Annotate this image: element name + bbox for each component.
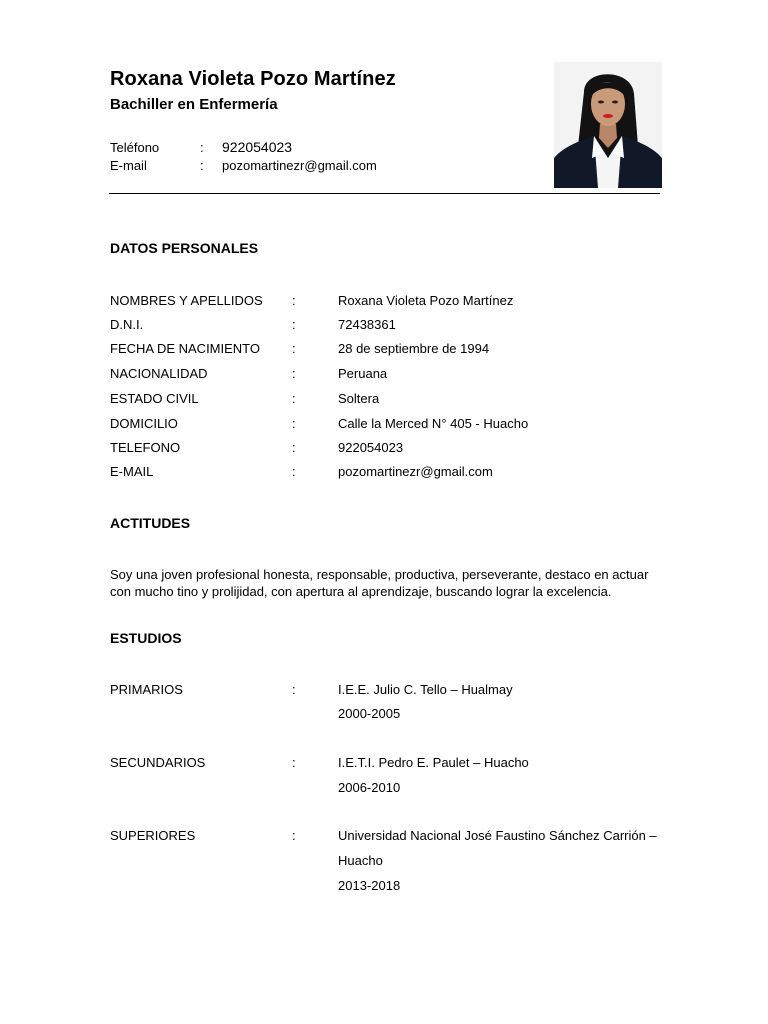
personal-key: DOMICILIO [110,416,178,431]
personal-value: Soltera [338,391,380,406]
profile-photo [554,62,662,188]
contact-email-value: pozomartinezr@gmail.com [222,158,377,173]
personal-value: Roxana Violeta Pozo Martínez [338,293,514,308]
personal-separator: : [292,293,296,308]
section-heading-studies: ESTUDIOS [110,630,182,646]
header-divider [109,193,660,194]
personal-separator: : [292,464,296,479]
personal-separator: : [292,317,296,332]
contact-phone-separator: : [200,140,204,155]
study-separator: : [292,755,296,770]
personal-key: FECHA DE NACIMIENTO [110,341,261,356]
study-institution: I.E.E. Julio C. Tello – Hualmay [338,682,513,697]
personal-key: D.N.I. [110,317,144,332]
personal-separator: : [292,440,296,455]
personal-separator: : [292,416,296,431]
personal-key: ESTADO CIVIL [110,391,199,406]
study-years: 2006-2010 [338,780,401,795]
section-heading-attitudes: ACTITUDES [110,515,191,531]
study-separator: : [292,828,296,843]
contact-email-label: E-mail [110,158,147,173]
personal-value: pozomartinezr@gmail.com [338,464,493,479]
study-level: SECUNDARIOS [110,755,206,770]
study-separator: : [292,682,296,697]
personal-key: TELEFONO [110,440,181,455]
personal-key: NOMBRES Y APELLIDOS [110,293,263,308]
personal-value: 72438361 [338,317,396,332]
personal-value: 28 de septiembre de 1994 [338,341,490,356]
study-institution: Universidad Nacional José Faustino Sánchez Carrión – [338,828,657,843]
study-institution: I.E.T.I. Pedro E. Paulet – Huacho [338,755,529,770]
study-years: 2000-2005 [338,706,401,721]
personal-separator: : [292,391,296,406]
personal-key: E-MAIL [110,464,154,479]
study-level: SUPERIORES [110,828,196,843]
study-institution-continued: Huacho [338,853,383,868]
personal-separator: : [292,366,296,381]
personal-separator: : [292,341,296,356]
section-heading-personal: DATOS PERSONALES [110,240,259,256]
contact-phone-value: 922054023 [222,139,293,155]
personal-value: 922054023 [338,440,404,455]
person-name: Roxana Violeta Pozo Martínez [110,68,396,90]
contact-phone-label: Teléfono [110,140,160,155]
personal-value: Peruana [338,366,388,381]
study-level: PRIMARIOS [110,682,183,697]
attitudes-paragraph: Soy una joven profesional honesta, responsable, productiva, perseverante, destaco en actuar con mucho tino y prolijidad, con apertura al aprendizaje, buscando lograr la excelencia. [110,567,649,599]
personal-key: NACIONALIDAD [110,366,208,381]
personal-value: Calle la Merced N° 405 - Huacho [338,416,529,431]
person-title: Bachiller en Enfermería [110,96,278,113]
profile-photo-illustration [554,62,662,188]
study-years: 2013-2018 [338,878,401,893]
contact-email-separator: : [200,158,204,173]
